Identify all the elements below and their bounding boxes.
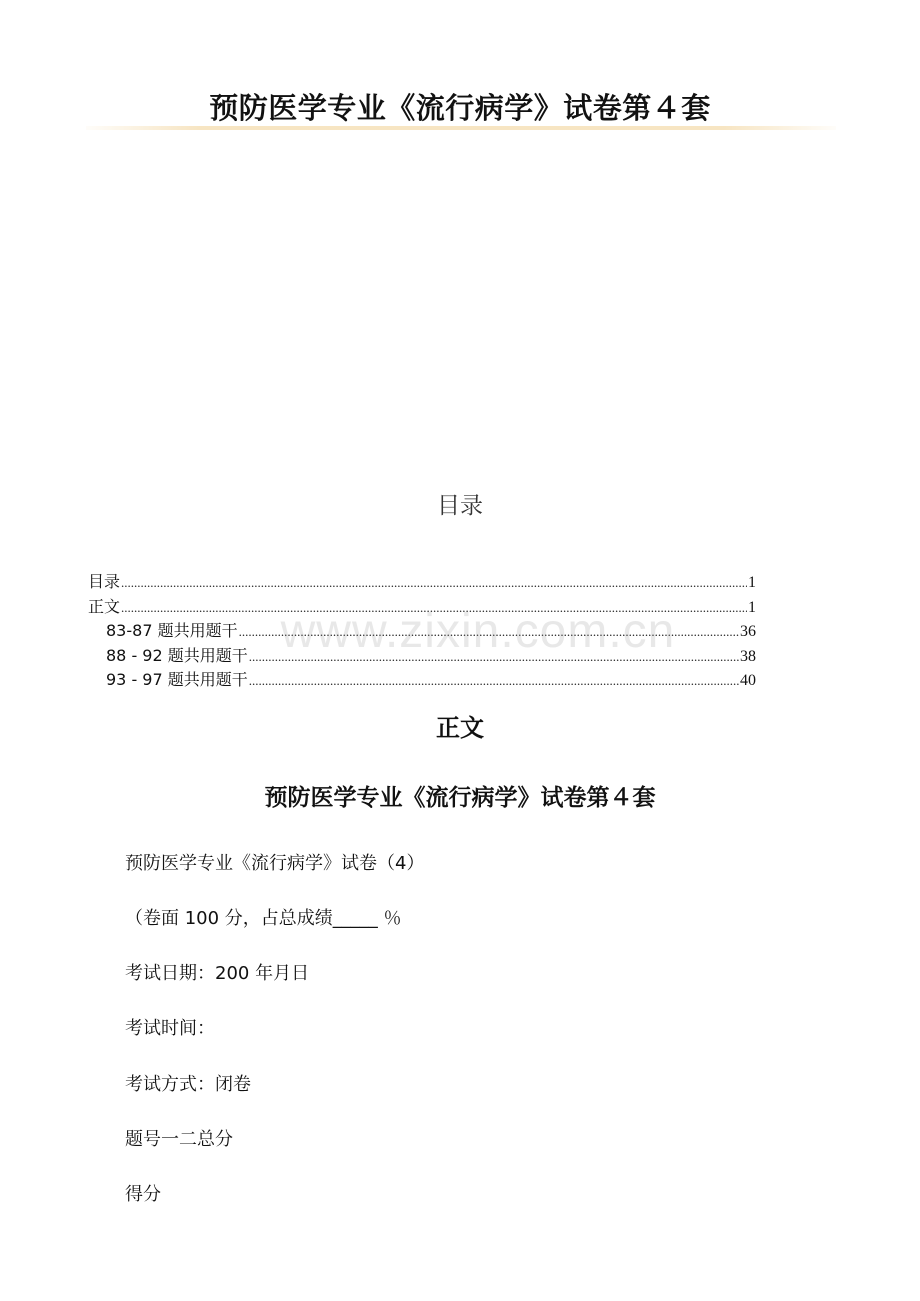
toc-entry-main-text[interactable] xyxy=(88,595,756,620)
toc-entry-page: 38 xyxy=(740,647,756,665)
toc-entry-label: 正文 xyxy=(88,596,121,616)
exam-method-line: 考试方式：闭卷 xyxy=(125,1074,251,1095)
toc-entry-page: 1 xyxy=(748,598,756,616)
toc-entry-questions-93-97[interactable] xyxy=(88,668,756,693)
exam-title: 预防医学专业《流行病学》试卷第４套 xyxy=(264,785,656,811)
exam-name-line: 预防医学专业《流行病学》试卷（4） xyxy=(125,853,425,874)
toc-dot-leader xyxy=(121,596,747,620)
table-of-contents xyxy=(88,570,756,693)
section-heading: 正文 xyxy=(436,714,484,742)
document-title: 预防医学专业《流行病学》试卷第４套 xyxy=(209,91,711,125)
toc-dot-leader xyxy=(121,571,747,595)
toc-entry-label: 83-87 题共用题干 xyxy=(106,621,238,640)
toc-entry-page: 36 xyxy=(740,623,756,640)
exam-date-line: 考试日期：200 年月日 xyxy=(125,963,310,984)
toc-entry-page: 1 xyxy=(748,574,756,591)
toc-entry-label: 目录 xyxy=(88,572,121,591)
toc-entry-questions-83-87[interactable] xyxy=(88,619,756,644)
toc-dot-leader xyxy=(239,620,739,644)
toc-entry-label: 88 - 92 题共用题干 xyxy=(106,645,248,665)
score-line: 得分 xyxy=(125,1184,161,1205)
exam-time-line: 考试时间： xyxy=(125,1018,215,1039)
title-underline xyxy=(86,126,836,130)
toc-entry-page: 40 xyxy=(740,672,756,689)
watermark: www.zixin.com.cn xyxy=(280,605,676,658)
question-number-line: 题号一二总分 xyxy=(125,1129,233,1150)
score-weight-line: （卷面 100 分，占总成绩_____ ％ xyxy=(125,908,402,929)
toc-entry-label: 93 - 97 题共用题干 xyxy=(106,670,248,689)
toc-entry-contents[interactable] xyxy=(88,570,756,595)
toc-heading: 目录 xyxy=(437,493,483,519)
toc-dot-leader xyxy=(249,645,739,669)
toc-dot-leader xyxy=(249,669,739,693)
toc-entry-questions-88-92[interactable] xyxy=(88,644,756,669)
